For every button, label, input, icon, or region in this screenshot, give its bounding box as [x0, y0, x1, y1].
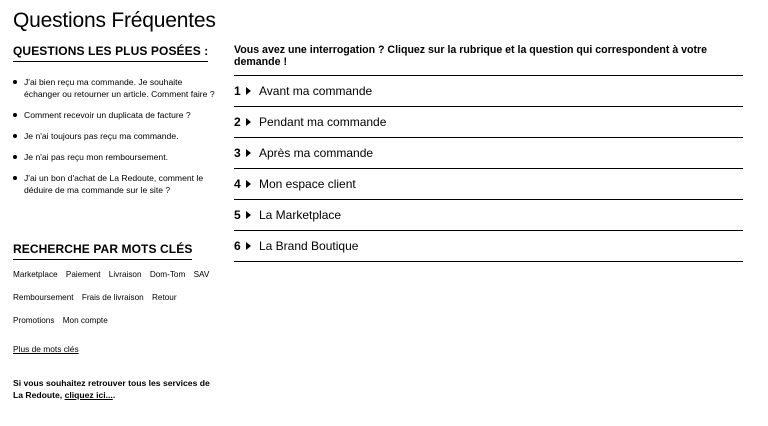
category-brand-boutique[interactable]: [234, 231, 743, 262]
keyword-link[interactable]: Frais de livraison: [81, 293, 144, 302]
faq-item[interactable]: J'ai un bon d'achat de La Redoute, comment le déduire de ma commande sur le site ?: [13, 172, 218, 196]
faq-list: [13, 76, 218, 196]
category-number: 5: [234, 208, 241, 222]
category-number: 1: [234, 84, 241, 98]
faq-item[interactable]: Je n'ai pas reçu mon remboursement.: [13, 151, 218, 163]
category-number: 4: [234, 177, 241, 191]
faq-heading: QUESTIONS LES PLUS POSÉES :: [13, 44, 208, 62]
triangle-right-icon: [246, 149, 251, 157]
triangle-right-icon: [246, 211, 251, 219]
category-number: 2: [234, 115, 241, 129]
category-pendant-commande[interactable]: [234, 107, 743, 138]
triangle-right-icon: [246, 242, 251, 250]
keyword-link[interactable]: Livraison: [108, 270, 142, 279]
category-label: Pendant ma commande: [259, 115, 387, 129]
category-label: Mon espace client: [259, 177, 356, 191]
keyword-link[interactable]: Marketplace: [13, 270, 58, 279]
keyword-link[interactable]: Paiement: [65, 270, 101, 279]
faq-item[interactable]: Comment recevoir un duplicata de facture ?: [13, 109, 218, 121]
category-label: La Brand Boutique: [259, 239, 359, 253]
category-avant-commande[interactable]: [234, 76, 743, 107]
category-label: Après ma commande: [259, 146, 374, 160]
category-number: 3: [234, 146, 241, 160]
page-title: Questions Fréquentes: [13, 9, 216, 32]
faq-item[interactable]: Je n'ai toujours pas reçu ma commande.: [13, 130, 218, 142]
keyword-link[interactable]: SAV: [193, 270, 210, 279]
services-text-end: .: [112, 390, 116, 400]
category-number: 6: [234, 239, 241, 253]
faq-section: [13, 42, 218, 205]
keyword-link[interactable]: Promotions: [13, 316, 55, 325]
triangle-right-icon: [246, 87, 251, 95]
intro-text: Vous avez une interrogation ? Cliquez sur la rubrique et la question qui correspondent à votre demande !: [234, 44, 743, 76]
triangle-right-icon: [246, 118, 251, 126]
faq-item[interactable]: J'ai bien reçu ma commande. Je souhaite échanger ou retourner un article. Comment faire ?: [13, 76, 218, 100]
keyword-link[interactable]: Mon compte: [62, 316, 108, 325]
category-list: [234, 76, 743, 262]
more-keywords-link[interactable]: Plus de mots clés: [13, 344, 79, 354]
category-label: La Marketplace: [259, 208, 342, 222]
keyword-link[interactable]: Dom-Tom: [149, 270, 186, 279]
category-apres-commande[interactable]: [234, 138, 743, 169]
keyword-row: [13, 270, 223, 280]
keywords-section: [13, 240, 192, 260]
categories-section: [234, 44, 743, 262]
category-espace-client[interactable]: [234, 169, 743, 200]
category-marketplace[interactable]: [234, 200, 743, 231]
triangle-right-icon: [246, 180, 251, 188]
keywords-heading: RECHERCHE PAR MOTS CLÉS: [13, 242, 192, 260]
keyword-link[interactable]: Remboursement: [13, 293, 74, 302]
keywords-list: [13, 270, 223, 357]
services-link[interactable]: cliquez ici...: [64, 390, 113, 400]
keyword-row: [13, 293, 223, 303]
category-label: Avant ma commande: [259, 84, 373, 98]
services-note: [13, 377, 218, 401]
keyword-link[interactable]: Retour: [151, 293, 177, 302]
services-text: Si vous souhaitez retrouver tous les services de La Redoute,: [13, 378, 210, 400]
keyword-row: [13, 316, 223, 326]
